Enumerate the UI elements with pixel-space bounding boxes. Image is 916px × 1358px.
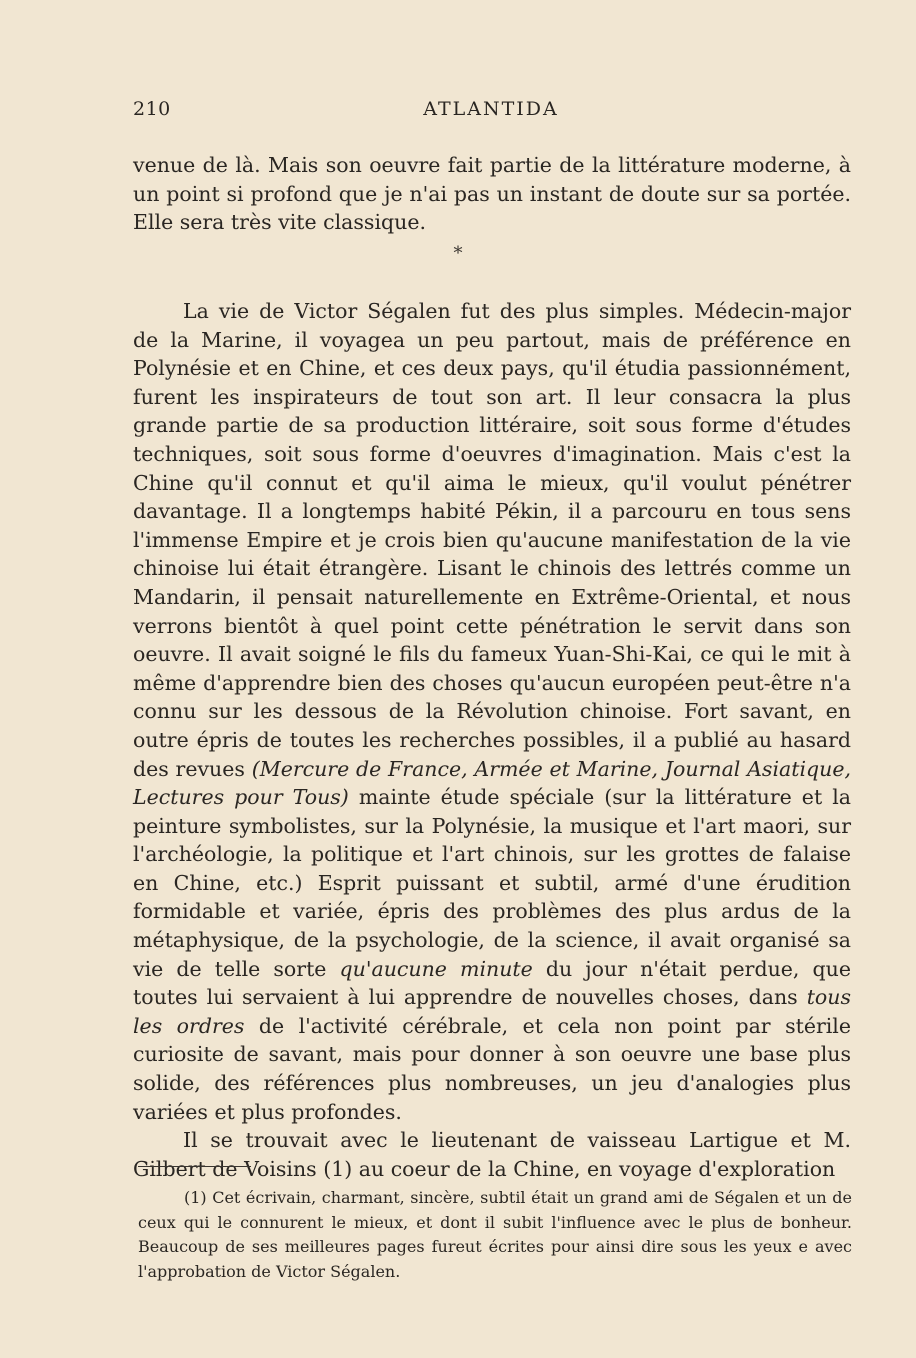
paragraph-1-text-a: La vie de Victor Ségalen fut des plus simples. Médecin-major de la Marine, il voyagea un peu partout, mais de préférence en Polynésie et en Chine, et ces deux pays, qu'il étudia passionnément, furent les inspirateurs de tout son art. Il leur consacra la plus grande partie de sa production littéraire, soit sous forme d'études techniques, soit sous forme d'oeuvres d'imagination. Mais c'est la Chine qu'il connut et qu'il aima le mieux, qu'il voulut pénétrer davantage. Il a longtemps habité Pékin, il a parcouru en tous sens l'immense Empire et je crois bien qu'aucune manifestation de la vie chinoise lui était étrangère. Lisant le chinois des lettrés comme un Mandarin, il pensait naturellemente en Extrême-Oriental, et nous verrons bientôt à quel point cette pénétration le servit dans son oeuvre. Il avait soigné le fils du fameux Yuan-Shi-Kai, ce qui le mit à même d'apprendre bien des choses qu'aucun européen peut-être n'a connu sur les dessous de la Révolution chinoise. Fort savant, en outre épris de toutes les recherches possibles, il a publié au hasard des revues <box>133 299 851 781</box>
intro-paragraph <box>133 151 851 237</box>
paragraph-2: Il se trouvait avec le lieutenant de vaisseau Lartigue et M. Gilbert de Voisins (1) au coeur de la Chine, en voyage d'exploration <box>133 1128 851 1181</box>
section-separator: * <box>453 243 463 264</box>
paragraph-1-text-b: mainte étude spéciale (sur la littérature et la peinture symbolistes, sur la Polynésie, la musique et l'art maori, sur l'archéologie, la politique et l'art chinois, sur les grottes de falaise en Chine, etc.) Esprit puissant et subtil, armé d'une érudition formidable et variée, épris des problèmes des plus ardus de la métaphysique, de la psychologie, de la science, il avait organisé sa vie de telle sorte <box>133 785 851 981</box>
emphasis-minute: qu'aucune minute <box>339 956 533 981</box>
paragraph-1-text-d: de l'activité cérébrale, et cela non point par stérile curiosite de savant, mais pour donner à son oeuvre une base plus solide, des références plus nombreuses, un jeu d'analogies plus variées et plus profondes. <box>133 1013 851 1124</box>
emphasis-ordres: tous les ordres <box>133 985 851 1038</box>
footnote: (1) Cet écrivain, charmant, sincère, subtil était un grand ami de Ségalen et un de ceux qui le connurent le mieux, et dont il subit l'influence avec le plus de bonheur. Beaucoup de ses meilleures pages fureut écrites pour ainsi dire sous les yeux e avec l'approbation de Victor Ségalen. <box>138 1188 852 1281</box>
intro-text: venue de là. Mais son oeuvre fait partie de la littérature moderne, à un point si profond que je n'ai pas un instant de doute sur sa portée. Elle sera très vite classique. <box>133 153 851 235</box>
running-title: ATLANTIDA <box>423 98 559 120</box>
footnote-divider <box>138 1166 251 1167</box>
journals-list: (Mercure de France, Armée et Marine, Journal Asiatique, Lectures pour Tous) <box>133 756 851 810</box>
paragraph-1 <box>133 297 851 1126</box>
page-header <box>133 98 849 128</box>
paragraph-1-text-c: du jour n'était perdue, que toutes lui servaient à lui apprendre de nouvelles choses, dans <box>133 956 851 1010</box>
main-text <box>133 297 851 1183</box>
page-number: 210 <box>133 98 171 120</box>
